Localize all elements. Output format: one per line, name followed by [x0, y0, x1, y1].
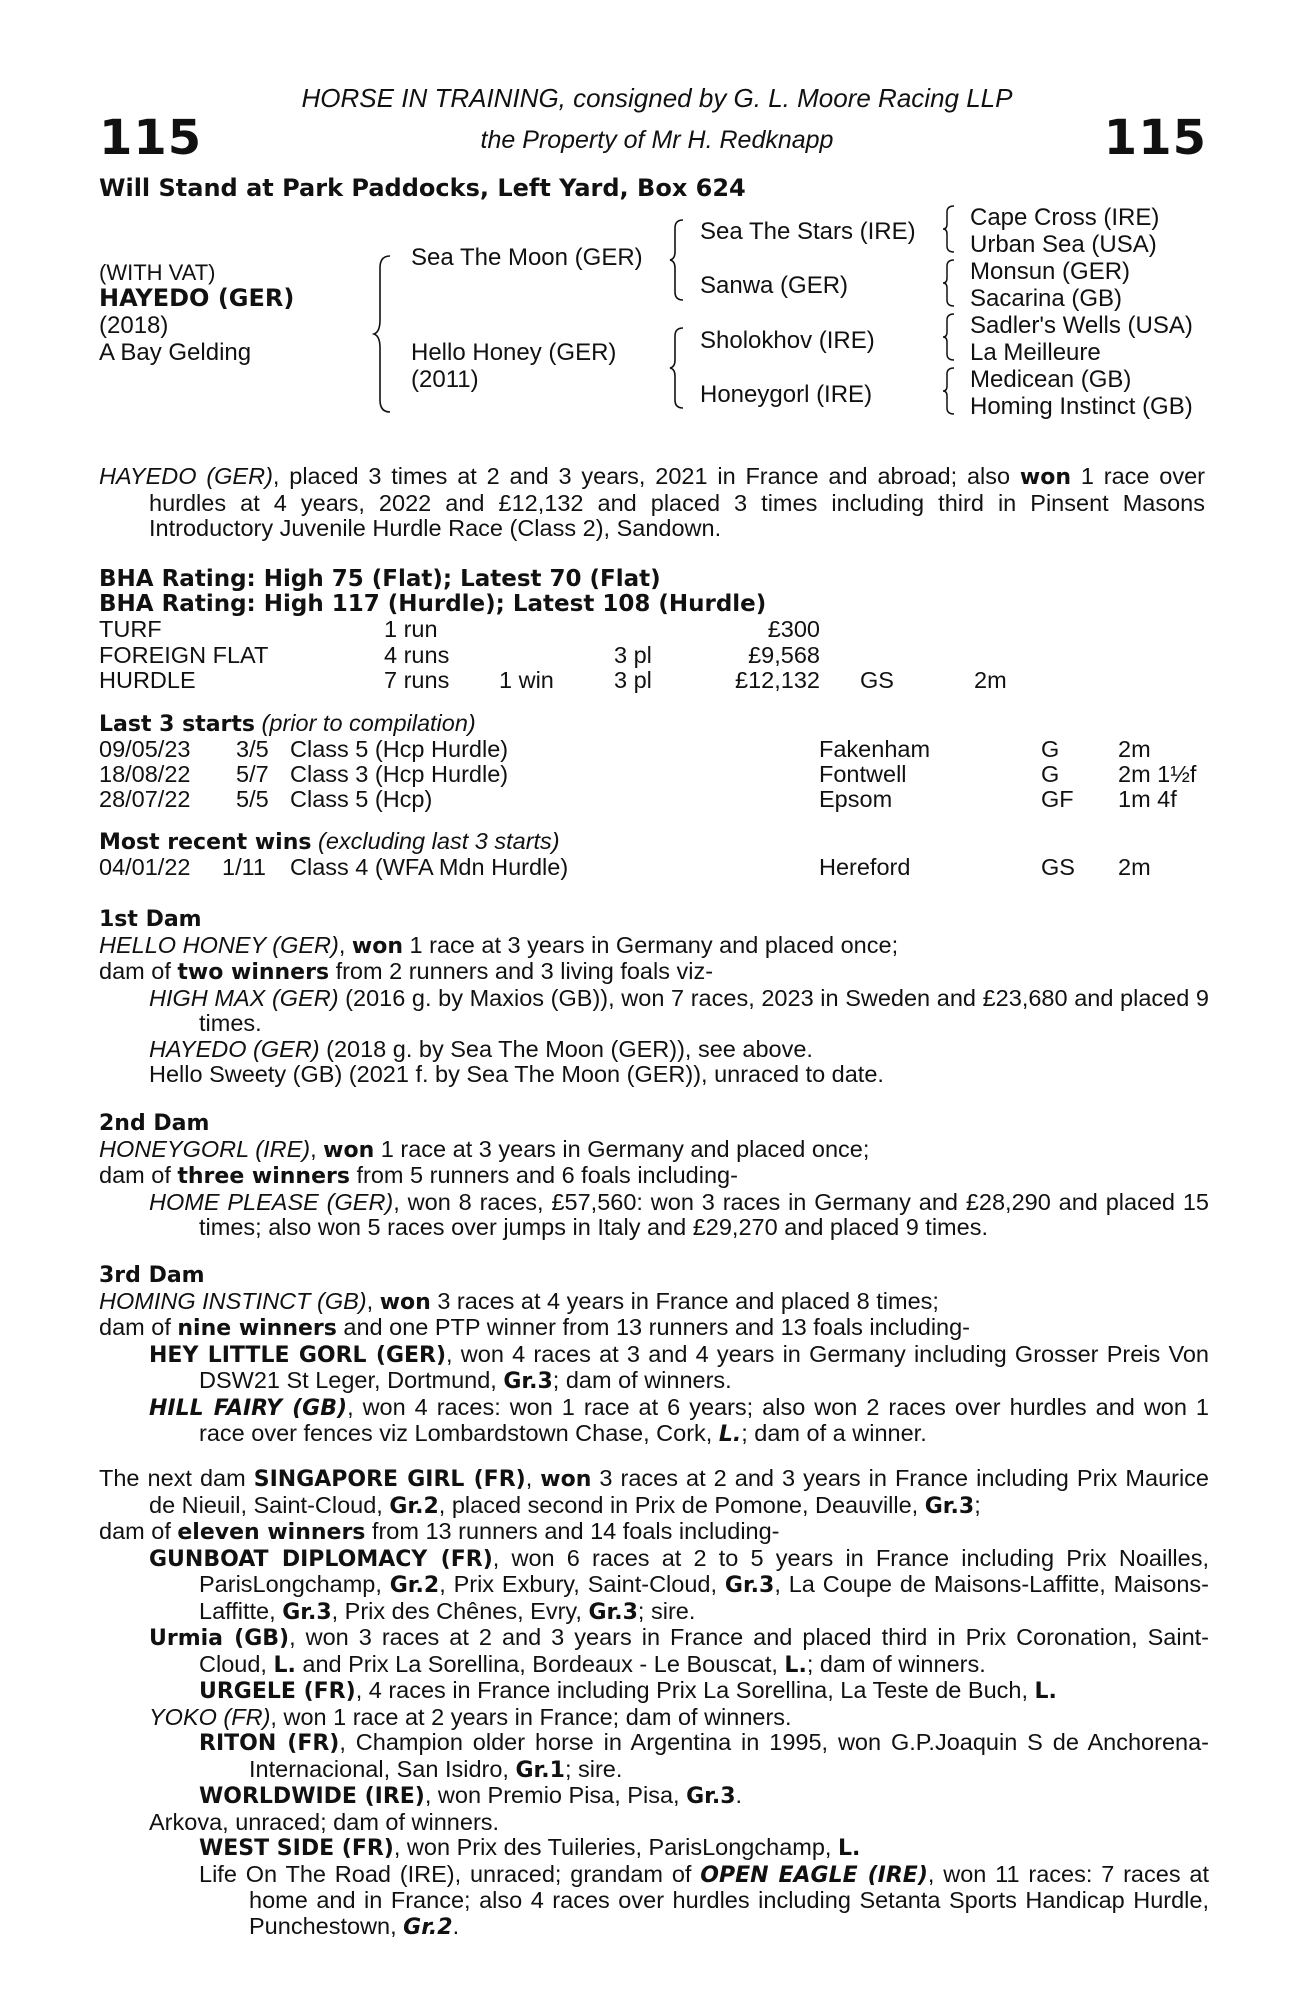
pedigree-brace-sire — [668, 218, 686, 302]
bha-rating-hurdle: BHA Rating: High 117 (Hurdle); Latest 108 (Hurdle) — [99, 591, 767, 617]
brace-g1 — [941, 204, 957, 254]
second-dam-section: 2nd Dam HONEYGORL (IRE), won 1 race at 3 years in Germany and placed once; dam of three winners from 5 runners and 6 foals including- HOME PLEASE (GER), won 8 races, £57,560: won 3 races in Germany and £28,290 and placed 15 times; also won 5 races over jumps in Italy and £29,270 and placed 9 times. — [99, 1111, 1209, 1240]
pedigree-brace-dam — [668, 326, 686, 410]
pedigree-sire-dam: Sanwa (GER) — [700, 272, 849, 299]
first-dam-heading: 1st Dam — [99, 907, 202, 932]
pedigree-gen3-3: Monsun (GER) — [970, 258, 1131, 285]
pedigree-gen3-6: La Meilleure — [970, 339, 1101, 366]
lot-number-left: 115 — [99, 110, 203, 166]
vat-label: (WITH VAT) — [99, 260, 216, 285]
summary-horse-name: HAYEDO (GER) — [99, 463, 273, 489]
consignor-line: HORSE IN TRAINING, consigned by G. L. Moore Racing LLP — [301, 83, 1013, 113]
second-dam-heading: 2nd Dam — [99, 1111, 210, 1136]
pedigree-gen3-5: Sadler's Wells (USA) — [970, 312, 1193, 339]
lot-number-right: 115 — [1103, 110, 1207, 166]
brace-g2 — [941, 258, 957, 308]
pedigree-gen3-2: Urban Sea (USA) — [970, 231, 1157, 258]
pedigree-sire: Sea The Moon (GER) — [411, 244, 643, 271]
pedigree-dam: Hello Honey (GER) — [411, 339, 617, 366]
brace-g4 — [941, 366, 957, 416]
pedigree-sire-sire: Sea The Stars (IRE) — [700, 218, 916, 245]
pedigree-gen3-8: Homing Instinct (GB) — [970, 393, 1193, 420]
first-dam-section: 1st Dam HELLO HONEY (GER), won 1 race at 3 years in Germany and placed once; dam of two winners from 2 runners and 3 living foals viz- HIGH MAX (GER) (2016 g. by Maxios (GB)), won 7 races, 2023 in Sweden and £23,680 and placed 9 times. HAYEDO (GER) (2018 g. by Sea The Moon (GER)), see above. Hello Sweety (GB) (2021 f. by Sea The Moon (GER)), unraced to date. — [99, 907, 1209, 1087]
property-line: the Property of Mr H. Redknapp — [480, 126, 834, 154]
pedigree-gen3-1: Cape Cross (IRE) — [970, 204, 1160, 231]
race-summary: HAYEDO (GER), placed 3 times at 2 and 3 years, 2021 in France and abroad; also won 1 race over hurdles at 4 years, 2022 and £12,132 and placed 3 times including third in Pinsent Masons Introductory Juvenile Hurdle Race (Class 2), Sandown. — [99, 463, 1205, 541]
bha-rating-flat: BHA Rating: High 75 (Flat); Latest 70 (Flat) — [99, 566, 661, 592]
third-dam-section: 3rd Dam HOMING INSTINCT (GB), won 3 races at 4 years in France and placed 8 times; dam of nine winners and one PTP winner from 13 runners and 13 foals including- HEY LITTLE GORL (GER), won 4 races at 3 and 4 years in Germany including Grosser Preis Von DSW21 St Leger, Dortmund, Gr.3; dam of winners. HILL FAIRY (GB), won 4 races: won 1 race at 6 years; also won 2 races over hurdles and won 1 race over fences viz Lombardstown Chase, Cork, L.; dam of a winner. — [99, 1263, 1209, 1447]
pedigree-dam-year: (2011) — [411, 366, 479, 393]
horse-name: HAYEDO (GER) — [99, 284, 295, 312]
pedigree-gen3-7: Medicean (GB) — [970, 366, 1132, 393]
brace-g3 — [941, 312, 957, 362]
pedigree-dam-sire: Sholokhov (IRE) — [700, 327, 875, 354]
third-dam-heading: 3rd Dam — [99, 1263, 205, 1288]
pedigree-brace-main — [372, 254, 394, 414]
pedigree-dam-dam: Honeygorl (IRE) — [700, 381, 873, 408]
recent-wins-heading: Most recent wins (excluding last 3 starts) — [99, 828, 560, 855]
horse-description: A Bay Gelding — [99, 339, 252, 366]
pedigree-gen3-4: Sacarina (GB) — [970, 285, 1123, 312]
location-line: Will Stand at Park Paddocks, Left Yard, Box 624 — [99, 174, 746, 202]
horse-year: (2018) — [99, 312, 169, 339]
next-dam-section: The next dam SINGAPORE GIRL (FR), won 3 races at 2 and 3 years in France including Prix Maurice de Nieuil, Saint-Cloud, Gr.2, placed second in Prix de Pomone, Deauville, Gr.3; dam of eleven winners from 13 runners and 14 foals including- GUNBOAT DIPLOMACY (FR), won 6 races at 2 to 5 years in France including Prix Noailles, ParisLongchamp, Gr.2, Prix Exbury, Saint-Cloud, Gr.3, La Coupe de Maisons-Laffitte, Maisons-Laffitte, Gr.3, Prix des Chênes, Evry, Gr.3; sire. Urmia (GB), won 3 races at 2 and 3 years in France and placed third in Prix Coronation, Saint-Cloud, L. and Prix La Sorellina, Bordeaux - Le Bouscat, L.; dam of winners. URGELE (FR), 4 races in France including Prix La Sorellina, La Teste de Buch, L. YOKO (FR), won 1 race at 2 years in France; dam of winners. RITON (FR), Champion older horse in Argentina in 1995, won G.P.Joaquin S de Anchorena-Internacional, San Isidro, Gr.1; sire. WORLDWIDE (IRE), won Premio Pisa, Pisa, Gr.3. Arkova, unraced; dam of winners. WEST SIDE (FR), won Prix des Tuileries, ParisLongchamp, L. Life On The Road (IRE), unraced; grandam of OPEN EAGLE (IRE), won 11 races: 7 races at home and in France; also 4 races over hurdles including Setanta Sports Handicap Hurdle, Punchestown, Gr.2. — [99, 1465, 1210, 1940]
last3-heading: Last 3 starts (prior to compilation) — [99, 710, 476, 737]
